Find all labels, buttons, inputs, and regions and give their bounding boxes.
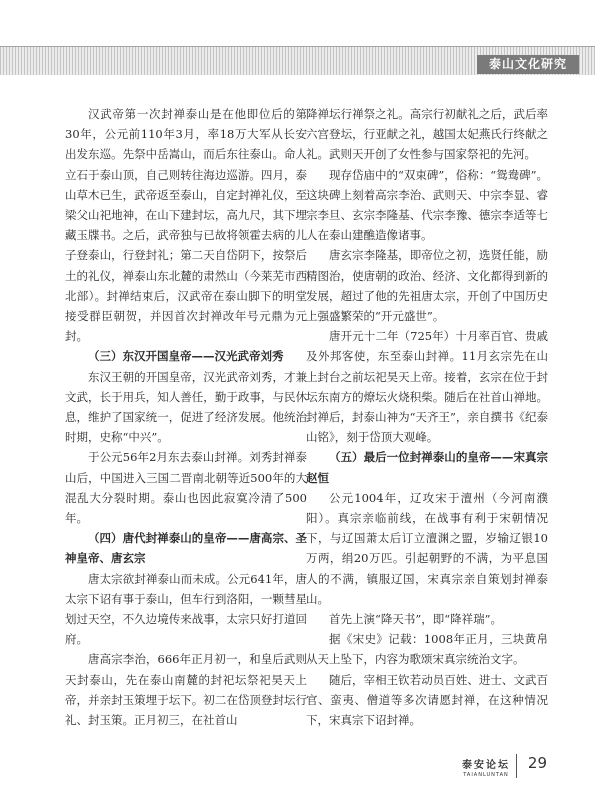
paragraph: 于公元56年2月东去泰山封禅。刘秀封禅泰山后，中国进入三国二晋南北朝等近500年的大混乱大分裂时期。泰山也因此寂寞冷清了500年。: [65, 450, 307, 526]
footer-brand: [462, 756, 510, 778]
paragraph: 唐太宗欲封禅泰山而未成。公元641年，唐太宗下诏有事于泰山，但车行到洛阳，一颗彗星划过天空，不久边境传来战事，太宗只好打道回府。: [65, 571, 307, 647]
footer-divider: [516, 754, 517, 778]
section-heading: （三）东汉开国皇帝——汉光武帝刘秀: [88, 349, 284, 364]
paragraph: 随后，宰相王钦若动员百姓、进士、文武百官、蛮夷、僧道等多次请愿封禅，在这种情况下，宋真宗下诏封禅。: [306, 672, 548, 728]
paragraph: 据《宋史》记载：1008年正月，三块黄帛从天上坠下，内容为歌颂宋真宗统治文字。: [306, 632, 548, 667]
paragraph: 现存岱庙中的“双束碑”，俗称：“鸳鸯碑”。这块碑上刻着高宗李治、武则天、中宗李显、睿宗李旦、玄宗李隆基、代宗李豫、德宗李适等七人在泰山建醮造像诸事。: [306, 167, 549, 243]
paragraph: 公元1004年，辽攻宋于澶州（今河南濮阳）。真宗亲临前线，在战事有利于宋朝情况下，与辽国萧太后订立澶渊之盟，岁输辽银10万两，绢20万匹。引起朝野的不满，为平息国人的不满，镇服辽国，宋真宗亲自策划封禅泰山。: [306, 490, 548, 606]
brand-name-en: TAIANLUNTAN: [463, 772, 509, 778]
right-column: [306, 104, 548, 730]
paragraph: 汉武帝第一次封禅泰山是在他即位后的第30年，公元前110年3月，率18万大军从长安出发东巡。先祭中岳嵩山，而后东往泰山。命人立石于泰山顶，自己则转往海边巡游。四月，泰山草木已生，武帝返至泰山，自定封禅礼仪，至梁父山祀地神，在山下建封坛，高九尺，其下埋藏玉牒书。之后，武帝独与已故将领霍去病的儿子登泰山，行登封礼；第二天自岱阴下，按祭后土的礼仪，禅泰山东北麓的肃然山（今莱芜市西北部）。封禅结束后，汉武帝在泰山脚下的明堂接受群臣朝贺，并因首次封禅改年号元鼎为元封。: [65, 107, 307, 344]
paragraph: 首先上演“降天书”，即“降祥瑞”。: [329, 612, 503, 627]
section-heading: （四）唐代封禅泰山的皇帝——唐高宗、圣神皇帝、唐玄宗: [65, 531, 307, 566]
section-heading: （五）最后一位封禅泰山的皇帝——宋真宗赵恒: [306, 450, 548, 485]
left-column: [65, 104, 307, 730]
paragraph-continued: 降禅坛行禅祭之礼。高宗行初献礼之后，武后率六宫登坛，行亚献之礼，越国太妃燕氏行终献之礼。武则天开创了女性参与国家祭祀的先河。: [306, 107, 548, 162]
page-footer: [0, 750, 595, 790]
paragraph: 东汉王朝的开国皇帝，汉光武帝刘秀，才兼文武，长于用兵，知人善任，勤于政事，与民休息，维护了国家统一，促进了经济发展。他统治时期，史称“中兴”。: [65, 369, 307, 445]
brand-name-cn: 泰安论坛: [462, 760, 510, 771]
paragraph: 唐玄宗李隆基，即帝位之初，选贤任能，励精图治，使唐朝的政治、经济、文化都得到新的发展，超过了他的先祖唐太宗，开创了中国历史上强盛繁荣的“开元盛世”。: [306, 248, 548, 324]
paragraph: 唐开元十二年（725年）十月率百官、贵戚及外邦客使，东至泰山封禅。11月玄宗先在山上封台之前坛祀昊天上帝。接着，玄宗在位于封坛东南方的燎坛火烧积柴。随后在社首山禅地。封禅后，封泰山神为“天齐王”，亲自撰书《纪泰山铭》，刻于岱顶大观峰。: [306, 329, 548, 445]
paragraph: 唐高宗李治，666年正月初一，和皇后武则天封泰山，先在泰山南麓的封祀坛祭祀昊天上帝，并亲封玉策埋于坛下。初二在岱顶登封坛行礼、封玉策。正月初三，在社首山: [65, 652, 307, 728]
section-title: 泰山文化研究: [477, 55, 579, 74]
page-number: 29: [527, 754, 547, 772]
